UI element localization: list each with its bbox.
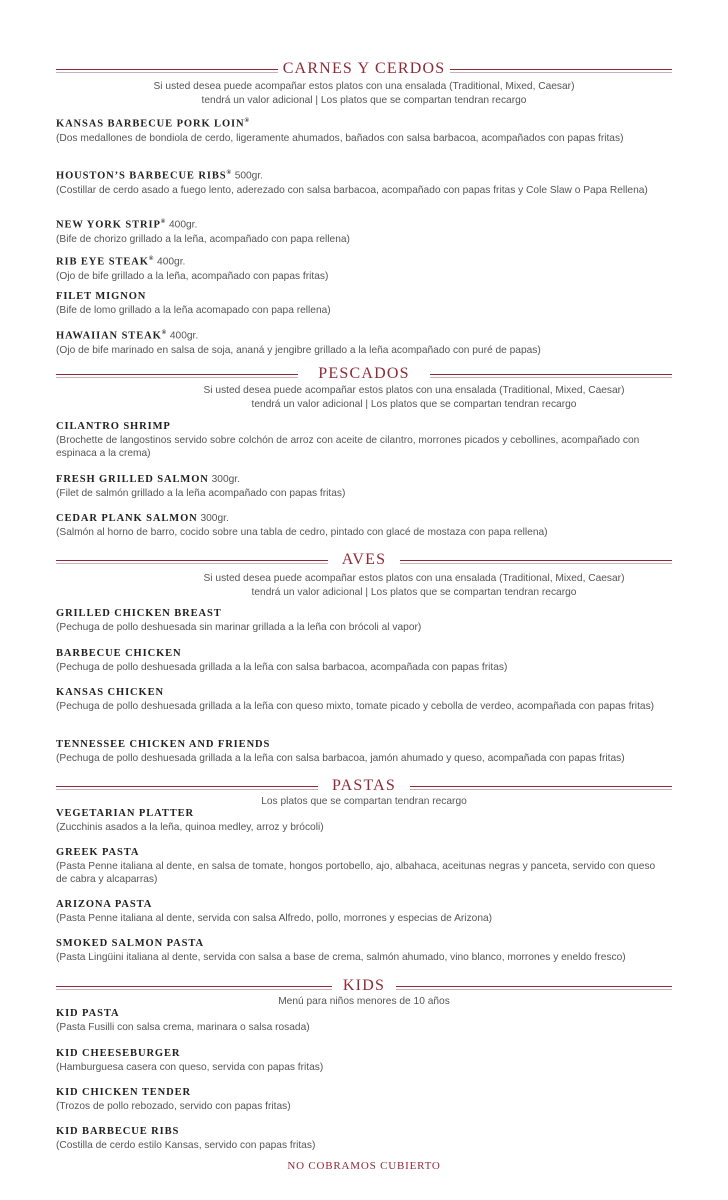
menu-item	[56, 420, 656, 460]
item-name: GREEK PASTA	[56, 847, 140, 858]
menu-item	[56, 215, 656, 246]
note-line: tendrá un valor adicional | Los platos que se compartan tendran recargo	[201, 94, 527, 106]
section-header-kids	[56, 976, 672, 996]
item-description: (Dos medallones de bondiola de cerdo, ligeramente ahumados, bañados con salsa barbacoa, acompañados con papas fritas)	[56, 132, 624, 144]
section-title: KIDS	[342, 977, 386, 994]
note-line: Si usted desea puede acompañar estos platos con una ensalada (Traditional, Mixed, Caesar)	[203, 385, 625, 396]
menu-item	[56, 290, 656, 317]
section-header-aves	[56, 550, 672, 570]
divider-right	[450, 69, 672, 70]
item-name: ARIZONA PASTA	[56, 899, 153, 910]
item-name: KID PASTA	[56, 1008, 120, 1019]
item-name: KID CHEESEBURGER	[56, 1048, 181, 1059]
item-description: (Hamburguesa casera con queso, servida con papas fritas)	[56, 1062, 324, 1073]
note-line: tendrá un valor adicional | Los platos que se compartan tendran recargo	[251, 586, 577, 598]
menu-item	[56, 166, 656, 197]
item-name: KANSAS CHICKEN	[56, 687, 164, 698]
item-description: (Costilla de cerdo estilo Kansas, servido con papas fritas)	[56, 1140, 316, 1151]
menu-item	[56, 846, 656, 886]
section-header-pescados	[56, 364, 672, 384]
note-line: Si usted desea puede acompañar estos platos con una ensalada (Traditional, Mixed, Caesar)	[153, 81, 575, 92]
note-line: tendrá un valor adicional | Los platos que se compartan tendran recargo	[251, 398, 577, 410]
divider-right	[430, 374, 672, 375]
item-name: BARBECUE CHICKEN	[56, 648, 182, 659]
menu-item	[56, 937, 656, 964]
item-weight: 500gr.	[231, 170, 264, 182]
section-note	[106, 384, 722, 411]
item-description: (Pechuga de pollo deshuesada sin marinar grillada a la leña con brócoli al vapor)	[56, 622, 422, 633]
item-description: (Salmón al horno de barro, cocido sobre una tabla de cedro, pintado con glacé de mostaza con papa rellena)	[56, 527, 548, 538]
section-title: PESCADOS	[318, 365, 410, 382]
item-weight: 400gr.	[154, 256, 186, 268]
menu-item	[56, 807, 656, 834]
item-name: GRILLED CHICKEN BREAST	[56, 608, 222, 619]
item-name: FRESH GRILLED SALMON	[56, 474, 209, 485]
section-note	[106, 572, 722, 599]
item-description: (Pechuga de pollo deshuesada grillada a la leña con salsa barbacoa, jamón ahumado y queso, acompañada con papas fritas)	[56, 753, 625, 764]
menu-item	[56, 686, 656, 713]
item-description: (Pasta Penne italiana al dente, en salsa de tomate, hongos portobello, ajo, albahaca, aceitunas negras y panceta, servido con queso de cabra y alcaparras)	[56, 861, 656, 886]
item-name: CEDAR PLANK SALMON	[56, 513, 198, 524]
menu-item	[56, 607, 656, 634]
item-name: CILANTRO SHRIMP	[56, 421, 171, 432]
section-note	[56, 80, 672, 107]
section-header-pastas	[56, 776, 672, 796]
registered-mark: ®	[226, 170, 232, 176]
item-description: (Pasta Fusilli con salsa crema, marinara o salsa rosada)	[56, 1022, 310, 1033]
item-description: (Bife de lomo grillado a la leña acomapado con papa rellena)	[56, 305, 331, 316]
section-header-carnes	[56, 59, 672, 79]
menu-item	[56, 114, 656, 145]
menu-item	[56, 738, 656, 765]
item-name: KID BARBECUE RIBS	[56, 1126, 180, 1137]
menu-item	[56, 1047, 656, 1074]
menu-item	[56, 1007, 656, 1034]
menu-item	[56, 898, 656, 925]
item-description: (Pechuga de pollo deshuesada grillada a la leña con queso mixto, tomate picado y cebolla de verdeo, acompañada con papas fritas)	[56, 701, 655, 712]
divider-right	[410, 786, 672, 787]
menu-item	[56, 473, 656, 500]
registered-mark: ®	[244, 118, 250, 124]
item-name: TENNESSEE CHICKEN AND FRIENDS	[56, 739, 271, 750]
registered-mark: ®	[161, 330, 168, 336]
item-description: (Ojo de bife grillado a la leña, acompañado con papas fritas)	[56, 270, 329, 282]
item-weight: 300gr.	[197, 513, 229, 524]
item-name: KANSAS BARBECUE PORK LOIN	[56, 118, 245, 130]
section-title: CARNES Y CERDOS	[282, 60, 446, 77]
item-weight: 300gr.	[208, 474, 240, 485]
item-name: HAWAIIAN STEAK	[56, 330, 162, 342]
item-description: (Pasta Penne italiana al dente, servida con salsa Alfredo, pollo, morrones y especias de Arizona)	[56, 913, 493, 924]
item-description: (Pasta Lingüini italiana al dente, servida con salsa a base de crema, salmón ahumado, vino blanco, morrones y eneldo fresco)	[56, 952, 626, 963]
item-description: (Bife de chorizo grillado a la leña, acompañado con papa rellena)	[56, 233, 350, 245]
item-name: SMOKED SALMON PASTA	[56, 938, 204, 949]
item-description: (Pechuga de pollo deshuesada grillada a la leña con salsa barbacoa, acompañada con papas fritas)	[56, 662, 508, 673]
registered-mark: ®	[160, 219, 167, 225]
item-description: (Zucchinis asados a la leña, quinoa medley, arroz y brócoli)	[56, 822, 324, 833]
divider-right	[396, 986, 672, 987]
item-description: (Costillar de cerdo asado a fuego lento, aderezado con salsa barbacoa, acompañado con papas fritas y Cole Slaw o Papa Rellena)	[56, 184, 648, 196]
menu-item	[56, 1125, 656, 1152]
menu-item	[56, 326, 656, 357]
item-name: VEGETARIAN PLATTER	[56, 808, 195, 819]
menu-item	[56, 1086, 656, 1113]
registered-mark: ®	[148, 256, 155, 262]
item-description: (Ojo de bife marinado en salsa de soja, ananá y jengibre grillado a la leña acompañado con puré de papas)	[56, 344, 541, 356]
section-title: PASTAS	[331, 777, 397, 794]
footer-note: NO COBRAMOS CUBIERTO	[287, 1160, 441, 1172]
item-name: FILET MIGNON	[56, 291, 147, 302]
item-name: HOUSTON’S BARBECUE RIBS	[56, 170, 227, 182]
menu-item	[56, 512, 656, 539]
menu-item	[56, 647, 656, 674]
item-description: (Trozos de pollo rebozado, servido con papas fritas)	[56, 1101, 291, 1112]
divider-right	[400, 560, 672, 561]
note-line: Menú para niños menores de 10 años	[278, 996, 450, 1007]
item-name: NEW YORK STRIP	[56, 219, 161, 231]
item-weight: 400gr.	[167, 330, 199, 342]
note-line: Si usted desea puede acompañar estos platos con una ensalada (Traditional, Mixed, Caesar)	[203, 573, 625, 584]
menu-item	[56, 252, 656, 283]
note-line: Los platos que se compartan tendran recargo	[261, 796, 467, 807]
item-description: (Filet de salmón grillado a la leña acompañado con papas fritas)	[56, 488, 346, 499]
item-description: (Brochette de langostinos servido sobre colchón de arroz con aceite de cilantro, morrones picados y cebollines, acompañado con espinaca a la crema)	[56, 435, 640, 460]
item-weight: 400gr.	[166, 219, 198, 231]
item-name: KID CHICKEN TENDER	[56, 1087, 192, 1098]
section-title: AVES	[341, 551, 387, 568]
item-name: RIB EYE STEAK	[56, 256, 149, 268]
